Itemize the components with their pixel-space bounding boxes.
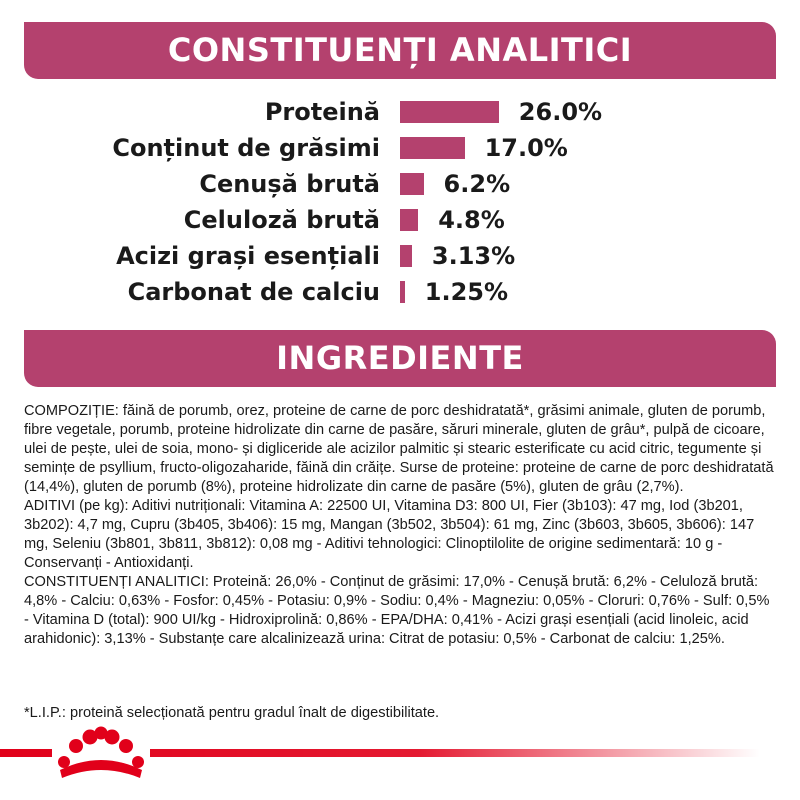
analytics-row-label: Acizi grași esențiali — [116, 242, 380, 270]
analytics-row-bar — [400, 281, 405, 303]
analytics-banner: CONSTITUENȚI ANALITICI — [24, 22, 776, 79]
analytics-row-label: Proteină — [264, 98, 380, 126]
footnote: *L.I.P.: proteină selecționată pentru gradul înalt de digestibilitate. — [24, 705, 440, 721]
analytics-row-value: 6.2% — [443, 170, 511, 198]
analytics-row-value: 26.0% — [518, 98, 603, 126]
analytics-row-label: Celuloză brută — [183, 206, 380, 234]
analytics-row — [0, 202, 800, 238]
analytics-row-label: Cenușă brută — [199, 170, 380, 198]
ingredients-banner: INGREDIENTE — [24, 330, 776, 387]
ingredients-text — [24, 402, 778, 649]
analytics-row-value: 4.8% — [438, 206, 505, 234]
analytics-row-label: Conținut de grăsimi — [112, 134, 380, 162]
analytics-row — [0, 166, 800, 202]
analytics-row-label: Carbonat de calciu — [127, 278, 380, 306]
analytics-row-value: 3.13% — [431, 242, 516, 270]
analytics-row-bar — [400, 173, 424, 195]
additives-paragraph: ADITIVI (pe kg): Aditivi nutriționali: Vitamina A: 22500 UI, Vitamina D3: 800 UI, Fier (3b103): 47 mg, Iod (3b201, 3b202): 4,7 mg, Cupru (3b405, 3b406): 15 mg, Mangan (3b502, 3b504): 61 mg, Zinc (3b603, 3b605, 3b606): 147 mg, Seleniu (3b801, 3b811, 3b812): 0,08 mg - Aditivi tehnologici: Clinoptilolite de origine sedimentară: 10 g - Conservanți - Antioxidanți. — [24, 498, 755, 571]
analytics-row-bar — [400, 101, 499, 123]
analytics-row — [0, 94, 800, 130]
analytics-row-bar — [400, 245, 412, 267]
composition-paragraph: COMPOZIȚIE: făină de porumb, orez, proteine de carne de porc deshidratată*, grăsimi animale, gluten de porumb, fibre vegetale, porumb, proteine hidrolizate din carne de pasăre, săruri minerale, gluten de grâu*, pulpă de cicoare, ulei de pește, ulei de soia, mono- și digliceride ale acizilor palmitic și stearic esterificate cu acid citric, tegumente și semințe de psyllium, fructo-oligozaharide, făină din crăițe. Surse de proteine: proteine de carne de porc deshidratată (14,4%), gluten de porumb (8%), proteine hidrolizate din carne de pasăre (5%), gluten de grâu (2,7%). — [24, 403, 774, 495]
analytics-row-bar — [400, 209, 418, 231]
royal-canin-crown-icon — [52, 724, 150, 786]
analytics-row — [0, 238, 800, 274]
analytics-row-bar — [400, 137, 465, 159]
analytical-paragraph: CONSTITUENȚI ANALITICI: Proteină: 26,0% - Conținut de grăsimi: 17,0% - Cenușă brută: 6,2% - Celuloză brută: 4,8% - Calciu: 0,63% - Fosfor: 0,45% - Potasiu: 0,9% - Sodiu: 0,4% - Magneziu: 0,05% - Cloruri: 0,76% - Sulf: 0,5% - Vitamina D (total): 900 UI/kg - Hidroxiprolină: 0,86% - EPA/DHA: 0,41% - Acizi grași esențiali (acid linoleic, acid arahidonic): 3,13% - Substanțe care alcalinizează urina: Citrat de potasiu: 0,5% - Carbonat de calciu: 1,25%. — [24, 574, 770, 647]
analytics-row — [0, 274, 800, 310]
analytics-row — [0, 130, 800, 166]
analytics-row-value: 1.25% — [424, 278, 509, 306]
analytics-row-value: 17.0% — [484, 134, 568, 162]
